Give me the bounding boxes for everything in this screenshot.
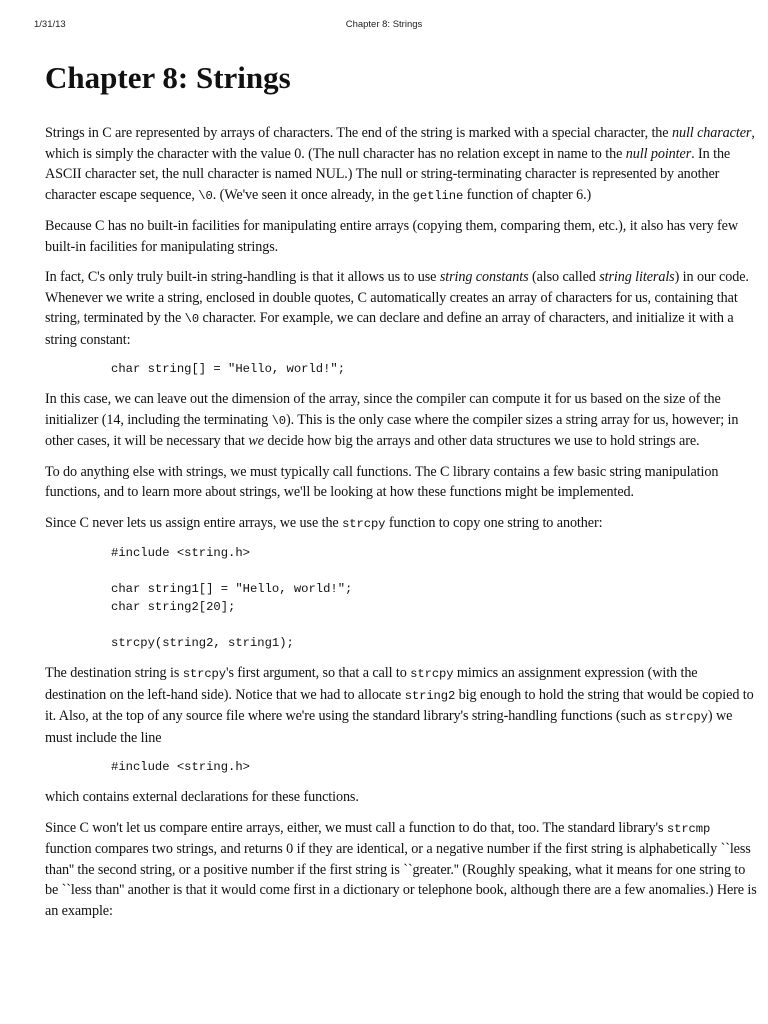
paragraph-functions: To do anything else with strings, we must typically call functions. The C library contains a few basic string manipulation functions, and to learn more about strings, we'll be looking at how these functions might be implemented. bbox=[45, 463, 719, 500]
paragraph-text: . In the ASCII character set, the null character is named NUL.) The null or string-terminating character is represented by another character escape sequence, bbox=[45, 145, 731, 203]
paragraph-text: ). This is the only case where the compiler sizes a string array for us, however; in other cases, it will be necessary that bbox=[45, 411, 739, 449]
paragraph-text: In this case, we can leave out the dimension of the array, since the compiler can compute it for us based on the size of the initializer (14, including the terminating bbox=[45, 391, 721, 428]
paragraph-no-builtins: Because C has no built-in facilities for manipulating entire arrays (copying them, comparing them, etc.), it also has very few built-in facilities for manipulating strings. bbox=[45, 218, 739, 255]
paragraph-text: function compares two strings, and returns 0 if they are identical, or a negative number if the first string is alphabetically ``less than'' the second string, or a positive number if the first string is ``greater.'' (Roughly speaking, what it means for one string to be ``less than'' another is that it would come first in a dictionary or telephone book, although there are a few anomalies.) Here is an example: bbox=[45, 841, 757, 919]
paragraph-declarations: which contains external declarations for these functions. bbox=[45, 789, 359, 805]
code-line: char string2[20]; bbox=[111, 600, 236, 614]
code-line: strcpy(string2, string1); bbox=[111, 636, 294, 650]
code-block-include: #include <string.h> bbox=[111, 760, 250, 774]
paragraph-text: big enough to hold the string that would be copied to it. Also, at the top of any source file where we're using the standard library's string-handling functions (such as bbox=[45, 686, 754, 724]
emphasis-string-literals: string literals bbox=[599, 269, 675, 285]
emphasis-string-constants: string constants bbox=[439, 269, 529, 285]
inline-code: \0 bbox=[198, 188, 213, 203]
paragraph-text: Since C never lets us assign entire arrays, we use the bbox=[45, 514, 343, 531]
paragraph-strcpy-intro bbox=[45, 513, 757, 535]
paragraph-dimension bbox=[45, 389, 757, 452]
inline-code: strcpy bbox=[182, 667, 226, 681]
paragraph-text: character. For example, we can declare and define an array of characters, and initialize it with a string constant: bbox=[45, 310, 734, 348]
chapter-title: Chapter 8: Strings bbox=[45, 60, 291, 95]
print-title: Chapter 8: Strings bbox=[345, 19, 423, 30]
paragraph-text: function of chapter 6.) bbox=[463, 186, 592, 203]
inline-code: getline bbox=[412, 188, 464, 203]
inline-code: strcpy bbox=[342, 516, 386, 531]
paragraph-text: The destination string is bbox=[45, 665, 183, 681]
inline-code: strcpy bbox=[664, 710, 708, 724]
print-header bbox=[0, 19, 768, 33]
paragraph-strcmp bbox=[45, 818, 757, 922]
paragraph-text: , which is simply the character with the value 0. (The null character has no relation except in name to the bbox=[45, 125, 755, 162]
paragraph-text: decide how big the arrays and other data structures we use to hold strings are. bbox=[263, 433, 700, 449]
code-block-strcpy bbox=[111, 544, 757, 652]
paragraph-text: ) in our code. Whenever we write a string, enclosed in double quotes, C automatically creates an array of characters for us, containing that string, terminated by the bbox=[45, 269, 749, 326]
inline-code: strcpy bbox=[410, 667, 454, 681]
paragraph-text: . (We've seen it once already, in the bbox=[212, 186, 413, 203]
paragraph-text: mimics an assignment expression (with the destination on the left-hand side). Notice that we had to allocate bbox=[45, 665, 698, 703]
emphasis-null-character: null character bbox=[671, 125, 752, 141]
paragraph-text: Strings in C are represented by arrays of characters. The end of the string is marked with a special character, the bbox=[45, 125, 672, 141]
inline-code: \0 bbox=[184, 312, 200, 326]
paragraph-text: ) we must include the line bbox=[45, 708, 733, 746]
paragraph-destination bbox=[45, 663, 757, 748]
paragraph-text: function to copy one string to another: bbox=[385, 514, 603, 531]
page-content bbox=[45, 56, 757, 931]
inline-code: strcmp bbox=[666, 821, 711, 836]
code-block-initializer: char string[] = "Hello, world!"; bbox=[111, 362, 346, 376]
code-line: char string1[] = "Hello, world!"; bbox=[111, 582, 353, 596]
inline-code: \0 bbox=[271, 413, 287, 428]
paragraph-text: (also called bbox=[528, 269, 600, 285]
paragraph-text: In fact, C's only truly built-in string-handling is that it allows us to use bbox=[45, 269, 440, 285]
paragraph-text: 's first argument, so that a call to bbox=[225, 665, 411, 681]
emphasis-we: we bbox=[248, 433, 264, 449]
paragraph-string-constants bbox=[45, 267, 757, 350]
paragraph-intro bbox=[45, 123, 757, 206]
print-date: 1/31/13 bbox=[34, 19, 66, 30]
emphasis-null-pointer: null pointer bbox=[625, 145, 692, 162]
code-line: #include <string.h> bbox=[111, 546, 250, 560]
inline-code: string2 bbox=[404, 688, 456, 703]
paragraph-text: Since C won't let us compare entire arrays, either, we must call a function to do that, too. The standard library's bbox=[45, 819, 667, 836]
